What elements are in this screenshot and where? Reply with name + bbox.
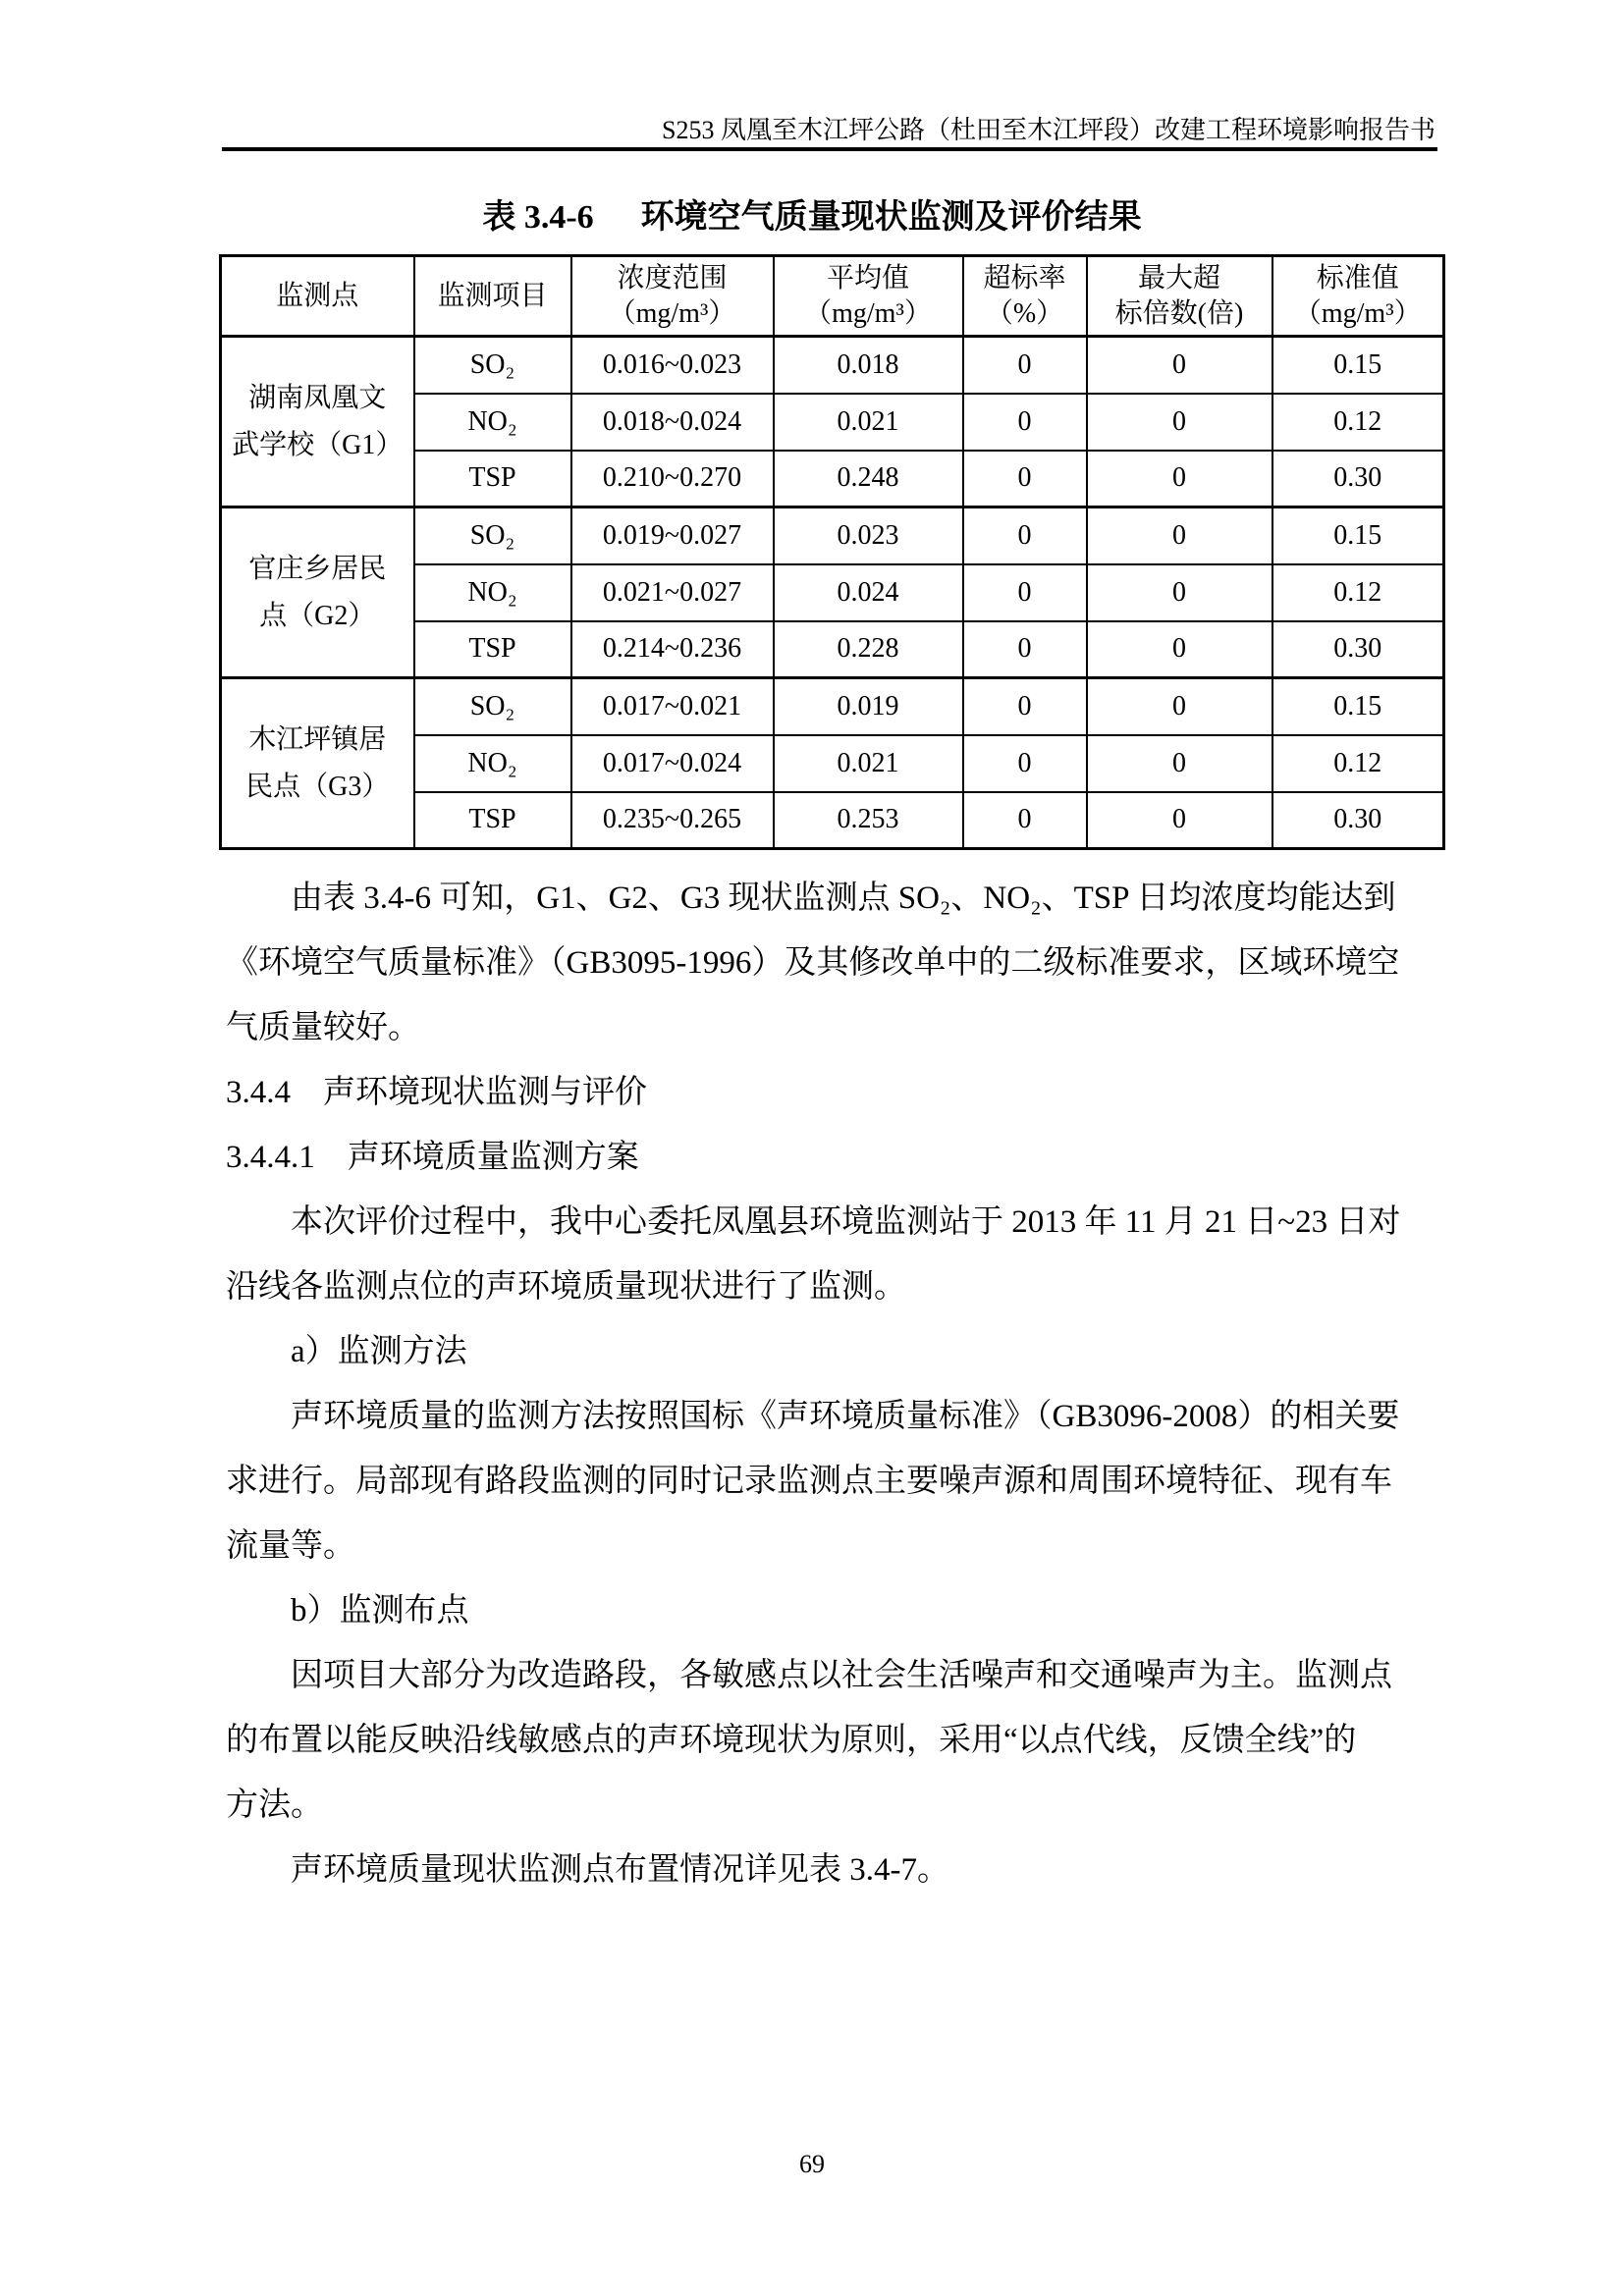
cell-average: 0.248: [774, 451, 963, 507]
cell-range: 0.016~0.023: [571, 337, 774, 394]
cell-max-exceed: 0: [1087, 394, 1272, 451]
cell-average: 0.023: [774, 507, 963, 564]
paragraph-3-line-1: 声环境质量的监测方法按照国标《声环境质量标准》（GB3096-2008）的相关要: [291, 1399, 1400, 1434]
cell-item: NO₂: [414, 394, 571, 451]
cell-max-exceed: 0: [1087, 621, 1272, 678]
col-header-range: [571, 256, 774, 337]
cell-item: SO₂: [414, 678, 571, 735]
cell-exceed-rate: 0: [963, 735, 1087, 792]
cell-average: 0.228: [774, 621, 963, 678]
cell-range: 0.017~0.024: [571, 735, 774, 792]
cell-max-exceed: 0: [1087, 451, 1272, 507]
list-item-a: a）监测方法: [291, 1334, 467, 1369]
cell-item: TSP: [414, 451, 571, 507]
header-divider: [222, 147, 1437, 151]
site-cell-g3: [221, 678, 414, 849]
cell-average: 0.021: [774, 735, 963, 792]
cell-item: NO₂: [414, 564, 571, 621]
paragraph-4-line-3: 方法。: [226, 1788, 323, 1823]
site-cell-g2: [221, 507, 414, 678]
paragraph-2-line-1: 本次评价过程中，我中心委托凤凰县环境监测站于 2013 年 11 月 21 日~23 日对: [291, 1204, 1401, 1240]
cell-standard: 0.30: [1272, 621, 1444, 678]
cell-max-exceed: 0: [1087, 678, 1272, 735]
site-g1-line1: 湖南凤凰文: [248, 382, 387, 413]
cell-exceed-rate: 0: [963, 621, 1087, 678]
col-header-exceed-rate: [963, 256, 1087, 337]
paragraph-1-line-3: 气质量较好。: [226, 1010, 420, 1045]
cell-standard: 0.30: [1272, 792, 1444, 849]
table-caption-label: 表 3.4-6: [482, 199, 594, 236]
site-g3-line1: 木江坪镇居: [248, 723, 387, 755]
col-header-site-label: 监测点: [276, 280, 359, 311]
col-header-site: [221, 256, 414, 337]
cell-standard: 0.12: [1272, 394, 1444, 451]
paragraph-4-line-2: 的布置以能反映沿线敏感点的声环境现状为原则，采用“以点代线，反馈全线”的: [226, 1723, 1357, 1758]
cell-max-exceed: 0: [1087, 792, 1272, 849]
cell-range: 0.019~0.027: [571, 507, 774, 564]
list-item-b: b）监测布点: [291, 1593, 469, 1629]
table-row: [221, 337, 1444, 394]
paragraph-5-line-1: 声环境质量现状监测点布置情况详见表 3.4-7。: [291, 1852, 949, 1888]
cell-average: 0.253: [774, 792, 963, 849]
site-g1-line2: 武学校（G1）: [232, 429, 404, 460]
table-row: [221, 507, 1444, 564]
section-heading-3-4-4: 3.4.4 声环境现状监测与评价: [226, 1075, 647, 1110]
cell-standard: 0.12: [1272, 735, 1444, 792]
table-caption-title: 环境空气质量现状监测及评价结果: [640, 199, 1142, 236]
paragraph-3-line-3: 流量等。: [226, 1528, 355, 1564]
paragraph-2-line-2: 沿线各监测点位的声环境质量现状进行了监测。: [226, 1269, 906, 1305]
cell-standard: 0.12: [1272, 564, 1444, 621]
cell-item: TSP: [414, 621, 571, 678]
cell-max-exceed: 0: [1087, 337, 1272, 394]
body-text: [226, 866, 1435, 1902]
col-header-standard-l2: （mg/m³）: [1293, 297, 1422, 329]
cell-exceed-rate: 0: [963, 337, 1087, 394]
table-header-row: [221, 256, 1444, 337]
cell-max-exceed: 0: [1087, 735, 1272, 792]
cell-exceed-rate: 0: [963, 507, 1087, 564]
col-header-item-label: 监测项目: [437, 280, 548, 311]
cell-exceed-rate: 0: [963, 792, 1087, 849]
cell-average: 0.021: [774, 394, 963, 451]
running-header-title: S253 凤凰至木江坪公路（杜田至木江坪段）改建工程环境影响报告书: [662, 116, 1435, 144]
cell-range: 0.235~0.265: [571, 792, 774, 849]
paragraph-1-line-1: 由表 3.4-6 可知，G1、G2、G3 现状监测点 SO₂、NO₂、TSP 日均浓度均能达到: [291, 881, 1396, 916]
site-g3-line2: 民点（G3）: [245, 771, 390, 802]
cell-item: NO₂: [414, 735, 571, 792]
cell-average: 0.019: [774, 678, 963, 735]
cell-max-exceed: 0: [1087, 507, 1272, 564]
col-header-max-exceed-l2: 标倍数(倍): [1114, 297, 1244, 329]
cell-standard: 0.15: [1272, 337, 1444, 394]
cell-range: 0.214~0.236: [571, 621, 774, 678]
cell-exceed-rate: 0: [963, 451, 1087, 507]
paragraph-4-line-1: 因项目大部分为改造路段，各敏感点以社会生活噪声和交通噪声为主。监测点: [291, 1658, 1392, 1693]
page-number: 69: [799, 2150, 825, 2178]
cell-range: 0.018~0.024: [571, 394, 774, 451]
cell-exceed-rate: 0: [963, 678, 1087, 735]
cell-exceed-rate: 0: [963, 394, 1087, 451]
col-header-range-l2: （mg/m³）: [608, 297, 736, 329]
cell-range: 0.021~0.027: [571, 564, 774, 621]
cell-standard: 0.30: [1272, 451, 1444, 507]
cell-exceed-rate: 0: [963, 564, 1087, 621]
cell-average: 0.018: [774, 337, 963, 394]
site-g2-line1: 官庄乡居民: [248, 553, 387, 584]
paragraph-3-line-2: 求进行。局部现有路段监测的同时记录监测点主要噪声源和周围环境特征、现有车: [226, 1464, 1392, 1499]
col-header-item: [414, 256, 571, 337]
site-cell-g1: [221, 337, 414, 507]
cell-max-exceed: 0: [1087, 564, 1272, 621]
cell-standard: 0.15: [1272, 678, 1444, 735]
air-quality-table: [219, 254, 1445, 850]
col-header-average-l1: 平均值: [826, 262, 909, 294]
table-row: [221, 678, 1444, 735]
col-header-exceed-rate-l2: （%）: [985, 297, 1064, 329]
section-heading-3-4-4-1: 3.4.4.1 声环境质量监测方案: [226, 1140, 639, 1175]
col-header-max-exceed-l1: 最大超: [1137, 262, 1220, 294]
col-header-average: [774, 256, 963, 337]
col-header-average-l2: （mg/m³）: [804, 297, 932, 329]
cell-item: SO₂: [414, 507, 571, 564]
col-header-exceed-rate-l1: 超标率: [983, 262, 1066, 294]
cell-range: 0.210~0.270: [571, 451, 774, 507]
table-caption: [0, 189, 1624, 238]
col-header-standard-l1: 标准值: [1316, 262, 1399, 294]
cell-average: 0.024: [774, 564, 963, 621]
cell-item: SO₂: [414, 337, 571, 394]
cell-range: 0.017~0.021: [571, 678, 774, 735]
cell-item: TSP: [414, 792, 571, 849]
col-header-max-exceed: [1087, 256, 1272, 337]
col-header-standard: [1272, 256, 1444, 337]
site-g2-line2: 点（G2）: [259, 600, 376, 631]
paragraph-1-line-2: 《环境空气质量标准》（GB3095-1996）及其修改单中的二级标准要求，区域环境空: [226, 945, 1400, 981]
cell-standard: 0.15: [1272, 507, 1444, 564]
col-header-range-l1: 浓度范围: [617, 262, 728, 294]
